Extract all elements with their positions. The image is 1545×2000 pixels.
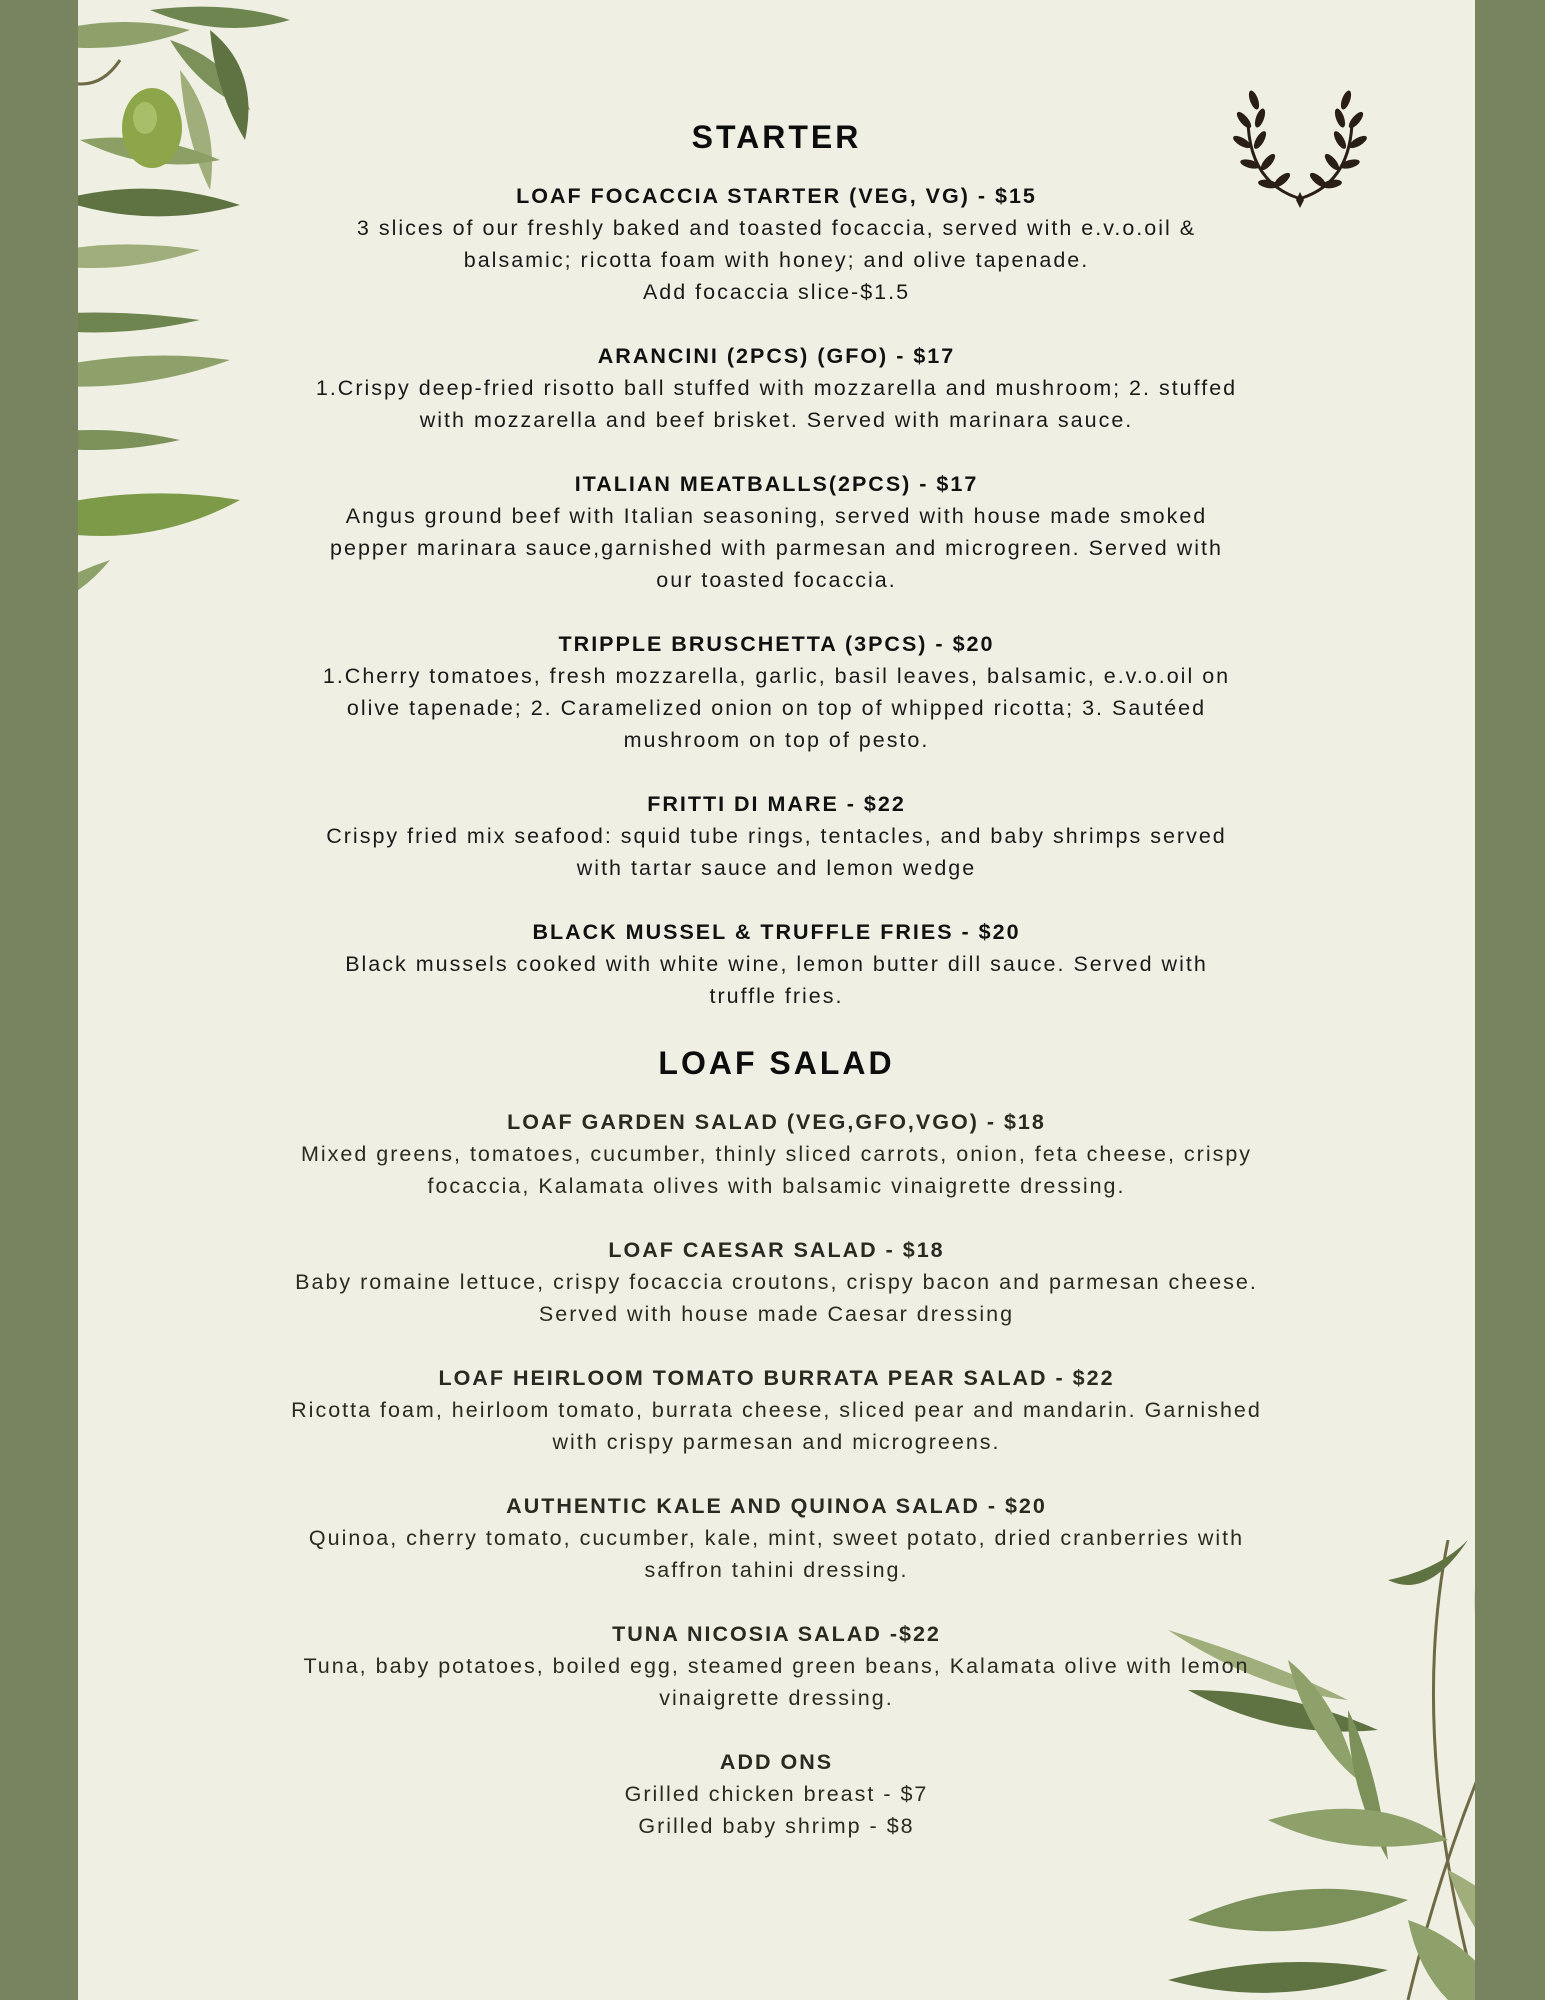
- menu-item: [78, 1618, 1475, 1714]
- menu-item-description: balsamic; ricotta foam with honey; and olive tapenade.: [463, 248, 1090, 272]
- menu-item-description: Served with house made Caesar dressing: [538, 1302, 1015, 1326]
- menu-item-title: LOAF FOCACCIA STARTER (VEG, VG) - $15: [516, 184, 1037, 208]
- menu-item-description: focaccia, Kalamata olives with balsamic vinaigrette dressing.: [427, 1174, 1126, 1198]
- menu-item-description: with mozzarella and beef brisket. Served with marinara sauce.: [419, 408, 1134, 432]
- menu-item-title: AUTHENTIC KALE AND QUINOA SALAD - $20: [506, 1494, 1047, 1518]
- menu-item-description: our toasted focaccia.: [656, 568, 897, 592]
- menu-item-description: Add focaccia slice-$1.5: [642, 280, 911, 304]
- menu-content: [78, 118, 1475, 1874]
- menu-item: [78, 1490, 1475, 1586]
- salad-heading: LOAF SALAD: [658, 1045, 895, 1081]
- menu-item-description: vinaigrette dressing.: [659, 1686, 894, 1710]
- menu-item-title: LOAF HEIRLOOM TOMATO BURRATA PEAR SALAD - $22: [438, 1366, 1115, 1390]
- menu-item-title: LOAF GARDEN SALAD (VEG,GFO,VGO) - $18: [507, 1110, 1046, 1134]
- menu-item-title: BLACK MUSSEL & TRUFFLE FRIES - $20: [532, 920, 1021, 944]
- menu-item: [78, 468, 1475, 596]
- menu-item-description: Mixed greens, tomatoes, cucumber, thinly sliced carrots, onion, feta cheese, crispy: [300, 1142, 1253, 1166]
- menu-item-description: Quinoa, cherry tomato, cucumber, kale, mint, sweet potato, dried cranberries with: [308, 1526, 1245, 1550]
- menu-item: [78, 916, 1475, 1012]
- menu-item: [78, 1106, 1475, 1202]
- menu-item-description: pepper marinara sauce,garnished with parmesan and microgreen. Served with: [330, 536, 1223, 560]
- menu-item-description: with tartar sauce and lemon wedge: [576, 856, 977, 880]
- menu-item: [78, 1362, 1475, 1458]
- menu-item: [78, 340, 1475, 436]
- menu-item-description: mushroom on top of pesto.: [623, 728, 930, 752]
- menu-item-title: ITALIAN MEATBALLS(2PCS) - $17: [574, 472, 979, 496]
- add-ons: [78, 1746, 1475, 1842]
- add-ons-title: ADD ONS: [719, 1750, 834, 1774]
- salad-items: [78, 1106, 1475, 1714]
- menu-item: [78, 1234, 1475, 1330]
- menu-item-description: truffle fries.: [709, 984, 844, 1008]
- starter-items: [78, 180, 1475, 1012]
- menu-item-title: FRITTI DI MARE - $22: [647, 792, 906, 816]
- salad-section: [78, 1044, 1475, 1842]
- starter-section: [78, 118, 1475, 1012]
- add-on-line: Grilled chicken breast - $7: [624, 1782, 929, 1806]
- menu-item: [78, 180, 1475, 308]
- menu-item-description: olive tapenade; 2. Caramelized onion on top of whipped ricotta; 3. Sautéed: [346, 696, 1207, 720]
- menu-item: [78, 628, 1475, 756]
- menu-item-description: saffron tahini dressing.: [644, 1558, 909, 1582]
- menu-item-title: LOAF CAESAR SALAD - $18: [608, 1238, 945, 1262]
- menu-item-description: Baby romaine lettuce, crispy focaccia croutons, crispy bacon and parmesan cheese.: [295, 1270, 1258, 1294]
- menu-item-description: 1.Cherry tomatoes, fresh mozzarella, garlic, basil leaves, balsamic, e.v.o.oil on: [322, 664, 1231, 688]
- menu-page: [78, 0, 1475, 2000]
- menu-item-description: 1.Crispy deep-fried risotto ball stuffed with mozzarella and mushroom; 2. stuffed: [315, 376, 1238, 400]
- menu-item-title: ARANCINI (2PCS) (GFO) - $17: [597, 344, 956, 368]
- menu-item-description: Angus ground beef with Italian seasoning, served with house made smoked: [345, 504, 1208, 528]
- menu-item-description: Crispy fried mix seafood: squid tube rings, tentacles, and baby shrimps served: [326, 824, 1227, 848]
- menu-item-title: TRIPPLE BRUSCHETTA (3PCS) - $20: [558, 632, 995, 656]
- menu-item: [78, 788, 1475, 884]
- menu-item-description: Ricotta foam, heirloom tomato, burrata cheese, sliced pear and mandarin. Garnished: [291, 1398, 1262, 1422]
- add-on-line: Grilled baby shrimp - $8: [638, 1814, 915, 1838]
- menu-item-description: Black mussels cooked with white wine, lemon butter dill sauce. Served with: [345, 952, 1208, 976]
- starter-heading: STARTER: [691, 119, 862, 155]
- menu-item-description: 3 slices of our freshly baked and toasted focaccia, served with e.v.o.oil &: [356, 216, 1197, 240]
- menu-item-description: with crispy parmesan and microgreens.: [552, 1430, 1001, 1454]
- menu-item-description: Tuna, baby potatoes, boiled egg, steamed green beans, Kalamata olive with lemon: [303, 1654, 1250, 1678]
- menu-item-title: TUNA NICOSIA SALAD -$22: [612, 1622, 941, 1646]
